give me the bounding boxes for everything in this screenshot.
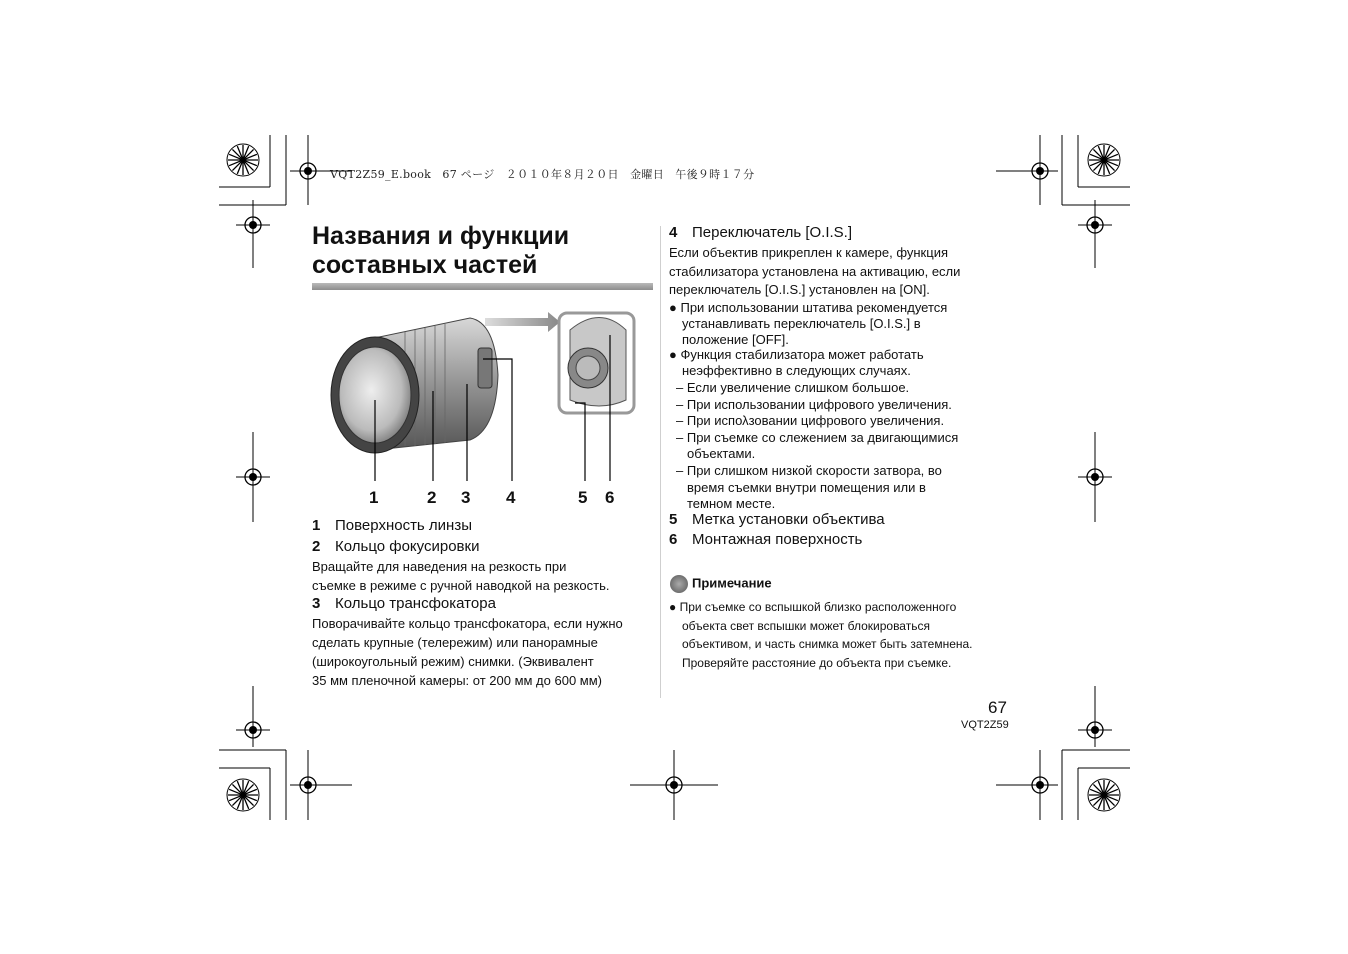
ois-switch	[478, 348, 492, 388]
callout-2: 2	[427, 488, 437, 507]
callout-4: 4	[506, 488, 516, 507]
part-label: Поверхность линзы	[335, 517, 472, 534]
part-item-1	[312, 517, 472, 534]
focus-ring-description: Вращайте для наведения на резкость при съемке в режиме с ручной наводкой на резкость.	[312, 559, 610, 593]
part-item-2	[312, 538, 479, 555]
part-number: 4	[669, 224, 678, 241]
document-code: VQT2Z59	[961, 719, 1009, 731]
page-title	[312, 222, 652, 280]
callout-5: 5	[578, 488, 588, 507]
part-label: Переключатель [O.I.S.]	[692, 224, 852, 241]
part-item-3	[312, 595, 496, 612]
part-item-6	[669, 531, 862, 548]
view-arrow	[485, 312, 560, 332]
callout-1: 1	[369, 488, 379, 507]
case-item: – При слишком низкой скорости затвора, во	[676, 462, 942, 478]
part-item-5	[669, 511, 885, 528]
column-divider	[660, 226, 661, 698]
stabilizer-cases-list: – Если увеличение слишком большое. – При использовании цифрового увеличения. – При испολзовании цифрового увеличения. – При съемке со слежением за двигающимися объектами. – При слишком низкой скорости затвора, во время съемки внутри помещения или в темном месте.	[676, 380, 959, 512]
case-item: – При использовании цифрового увеличения.	[676, 396, 952, 412]
note-heading: Примечание	[670, 575, 772, 593]
part-label: Монтажная поверхность	[692, 531, 863, 548]
zoom-ring-description: Поворачивайте кольцо трансфокатора, если нужно сделать крупные (телережим) или панорамные (широкоугольный режим) снимки. (Эквивалент 35 мм пленочной камеры: от 200 мм до 600 мм)	[312, 616, 623, 688]
part-item-4	[669, 224, 852, 241]
note-text: ● При съемке со вспышкой близко расположенного объекта свет вспышки может блокироваться объективом, и часть снимка может быть затемнена. Проверяйте расстояние до объекта при съемке.	[669, 600, 973, 670]
lens-illustration	[320, 300, 650, 515]
bullet-stabilizer: ● Функция стабилизатора может работать неэффективно в следующих случаях.	[669, 347, 924, 378]
title-underline-bar	[312, 283, 653, 290]
print-header: VQT2Z59_E.book 67 ページ ２０１０年８月２０日 金曜日 午後９時１７分	[330, 168, 755, 181]
part-number: 2	[312, 538, 321, 555]
part-number: 1	[312, 517, 321, 534]
case-item: – Если увеличение слишком большое.	[676, 380, 910, 395]
part-number: 6	[669, 531, 678, 548]
part-label: Кольцо фокусировки	[335, 538, 480, 555]
callout-6: 6	[605, 488, 615, 507]
page-number: 67	[988, 698, 1007, 717]
part-number: 5	[669, 511, 678, 528]
note-icon	[670, 575, 688, 593]
part-label: Кольцо трансфокатора	[335, 595, 496, 612]
title-line-2: составных частей	[312, 251, 538, 279]
title-line-1: Названия и функции	[312, 222, 570, 250]
bullet-tripod: ● При использовании штатива рекомендуется устанавливать переключатель [O.I.S.] в положение [OFF].	[669, 300, 948, 347]
part-label: Метка установки объектива	[692, 511, 885, 528]
case-item: – При съемке со слежением за двигающимися	[676, 429, 959, 445]
ois-description: Если объектив прикреплен к камере, функция стабилизатора установлена на активацию, если переключатель [O.I.S.] установлен на [ON].	[669, 245, 961, 297]
part-number: 3	[312, 595, 321, 612]
case-item: – При испολзовании цифрового увеличения.	[676, 413, 945, 429]
callout-3: 3	[461, 488, 471, 507]
